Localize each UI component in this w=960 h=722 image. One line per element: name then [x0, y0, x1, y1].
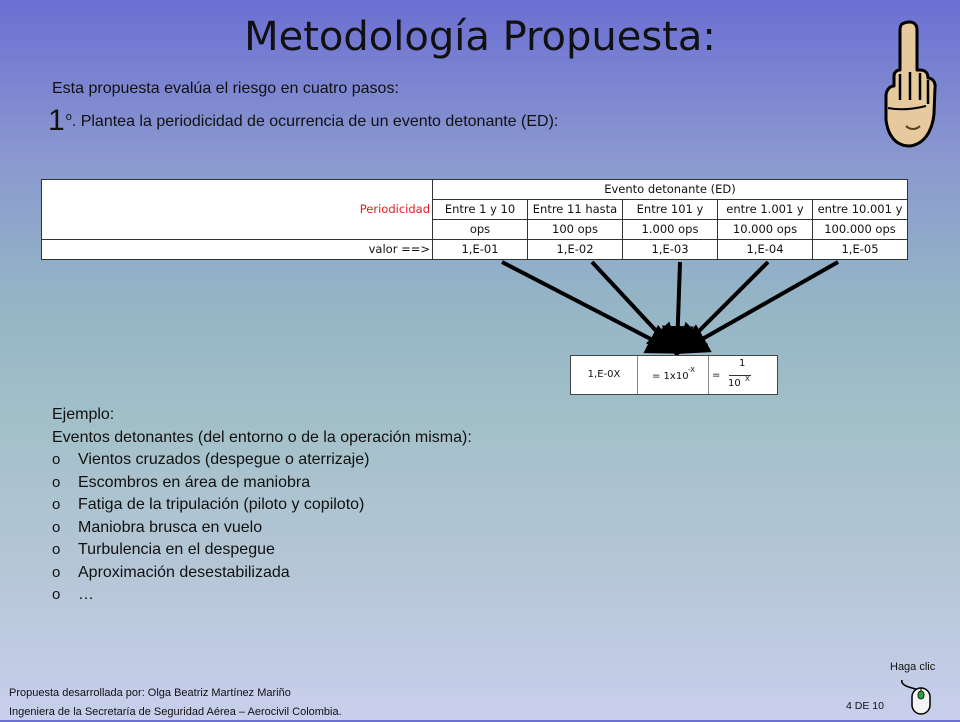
- slide-title: Metodología Propuesta:: [244, 14, 716, 60]
- list-item: o Turbulencia en el despegue: [52, 539, 472, 562]
- column-header-5: entre 10.001 y: [813, 200, 908, 220]
- periodicity-table: [41, 179, 908, 260]
- arrow-1: [502, 262, 672, 350]
- formula-power-base: = 1x10: [652, 371, 689, 382]
- value-cell-4: 1,E-04: [718, 240, 813, 260]
- example-subheading: Eventos detonantes (del entorno o de la operación misma):: [52, 428, 472, 446]
- column-header-2: Entre 11 hasta: [528, 200, 623, 220]
- formula-power-exponent: -X: [688, 366, 695, 374]
- footer-author: Propuesta desarrollada por: Olga Beatriz Martínez Mariño: [9, 687, 291, 699]
- click-hint: Haga clic: [890, 661, 936, 673]
- column-header-3: Entre 101 y: [623, 200, 718, 220]
- formula-equals: =: [712, 370, 721, 381]
- arrow-2: [592, 262, 674, 350]
- bullet-icon: o: [52, 541, 61, 558]
- mouse-icon[interactable]: [898, 676, 942, 720]
- example-section: [52, 404, 472, 607]
- list-item: o …: [52, 584, 472, 607]
- list-item: o Fatiga de la tripulación (piloto y copiloto): [52, 494, 472, 517]
- pointing-hand-icon: [880, 18, 940, 150]
- step-text: . Plantea la periodicidad de ocurrencia de un evento detonante (ED):: [71, 113, 559, 130]
- column-subheader-3: 1.000 ops: [623, 220, 718, 240]
- list-item: o Vientos cruzados (despegue o aterrizaje): [52, 449, 472, 472]
- list-item: o Aproximación desestabilizada: [52, 562, 472, 585]
- footer-affiliation: Ingeniera de la Secretaría de Seguridad Aérea – Aerocivil Colombia.: [9, 706, 342, 718]
- bullet-icon: o: [52, 451, 61, 468]
- value-label: valor ==>: [42, 240, 433, 260]
- column-subheader-4: 10.000 ops: [718, 220, 813, 240]
- formula-denominator: 10: [728, 378, 741, 389]
- bullet-icon: o: [52, 586, 61, 603]
- value-cell-5: 1,E-05: [813, 240, 908, 260]
- arrow-4: [680, 262, 768, 350]
- value-cell-2: 1,E-02: [528, 240, 623, 260]
- bullet-icon: o: [52, 563, 61, 581]
- formula-numerator: 1: [739, 358, 746, 369]
- list-item: o Escombros en área de maniobra: [52, 472, 472, 495]
- formula-fraction: [709, 356, 777, 394]
- formula-box: [570, 355, 778, 395]
- arrow-5: [683, 262, 838, 350]
- formula-denominator-exponent: X: [745, 375, 750, 383]
- step-degree: o: [65, 111, 72, 123]
- example-heading: Ejemplo:: [52, 406, 115, 423]
- column-header-1: Entre 1 y 10: [433, 200, 528, 220]
- page-number: 4 DE 10: [846, 700, 884, 712]
- column-subheader-5: 100.000 ops: [813, 220, 908, 240]
- intro-text: Esta propuesta evalúa el riesgo en cuatro pasos:: [52, 80, 399, 97]
- formula-notation: 1,E-0X: [571, 356, 638, 394]
- value-cell-1: 1,E-01: [433, 240, 528, 260]
- list-item: o Maniobra brusca en vuelo: [52, 517, 472, 540]
- example-list: [52, 449, 472, 607]
- formula-power: [638, 356, 709, 394]
- bullet-icon: o: [52, 473, 61, 491]
- column-subheader-2: 100 ops: [528, 220, 623, 240]
- group-header: Evento detonante (ED): [433, 180, 908, 200]
- periodicity-label: Periodicidad: [42, 180, 433, 240]
- value-cell-3: 1,E-03: [623, 240, 718, 260]
- footer: [9, 684, 342, 722]
- column-header-4: entre 1.001 y: [718, 200, 813, 220]
- bullet-icon: o: [52, 518, 61, 536]
- step-number: 1: [48, 104, 65, 137]
- arrow-3: [677, 262, 680, 350]
- bullet-icon: o: [52, 496, 61, 513]
- step-one: [48, 104, 558, 138]
- column-subheader-1: ops: [433, 220, 528, 240]
